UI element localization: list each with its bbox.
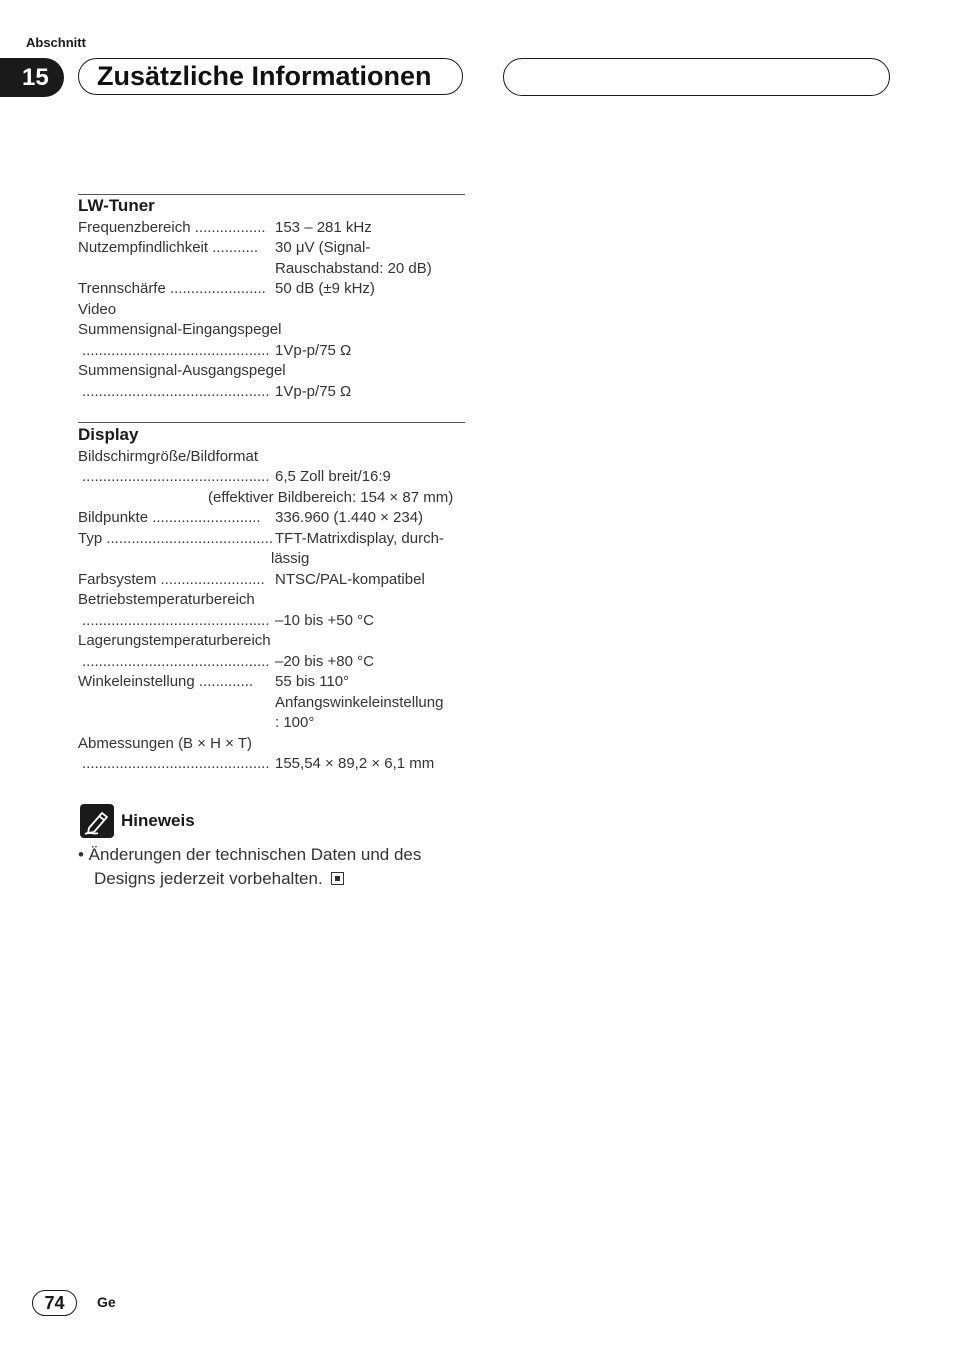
note-text-line-2 (94, 867, 344, 891)
typ-label: Typ ........................................ (78, 530, 274, 547)
frequenzbereich-label: Frequenzbereich ................. (78, 219, 266, 236)
winkeleinstellung-value-cont: Anfangswinkeleinstellung (275, 694, 444, 711)
betriebstemperatur-dots: ............................................. (82, 612, 270, 629)
section-label: Abschnitt (26, 35, 86, 50)
winkeleinstellung-label: Winkeleinstellung ............. (78, 673, 254, 690)
winkeleinstellung-value-cont2: : 100° (275, 714, 315, 731)
lagerungstemperatur-dots: ............................................. (82, 653, 270, 670)
note-text-line-2-content: Designs jederzeit vorbehalten. (94, 869, 323, 888)
bildpunkte-label: Bildpunkte .......................... (78, 509, 261, 526)
section-number: 15 (0, 58, 64, 97)
ausgangspegel-label: Summensignal-Ausgangspegel (78, 362, 286, 379)
bildschirm-value: 6,5 Zoll breit/16:9 (275, 468, 391, 485)
winkeleinstellung-value: 55 bis 110° (275, 673, 350, 690)
bildpunkte-value: 336.960 (1.440 × 234) (275, 509, 424, 526)
pencil-icon (80, 804, 114, 838)
nutzempfindlichkeit-label: Nutzempfindlichkeit ........... (78, 239, 259, 256)
ausgangspegel-dots: ............................................. (82, 383, 270, 400)
abmessungen-value: 155,54 × 89,2 × 6,1 mm (275, 755, 435, 772)
lagerungstemperatur-label: Lagerungstemperaturbereich (78, 632, 271, 649)
abmessungen-dots: ............................................. (82, 755, 270, 772)
ausgangspegel-value: 1Vp-p/75 Ω (275, 383, 352, 400)
bildschirm-value-cont: (effektiver Bildbereich: 154 × 87 mm) (208, 489, 454, 506)
bildschirm-label: Bildschirmgröße/Bildformat (78, 448, 259, 465)
farbsystem-value: NTSC/PAL-kompatibel (275, 571, 425, 588)
typ-value-cont: lässig (271, 550, 310, 567)
abmessungen-label: Abmessungen (B × H × T) (78, 735, 252, 752)
nutzempfindlichkeit-value-cont: Rauschabstand: 20 dB) (275, 260, 432, 277)
trennschaerfe-label: Trennschärfe ....................... (78, 280, 266, 297)
video-label: Video (78, 301, 117, 318)
nutzempfindlichkeit-value: 30 μV (Signal- (275, 239, 371, 256)
trennschaerfe-value: 50 dB (±9 kHz) (275, 280, 375, 297)
header-empty-frame (503, 58, 890, 96)
section-divider (78, 422, 465, 423)
end-mark-icon (331, 872, 344, 885)
page-title: Zusätzliche Informationen (97, 61, 432, 91)
language-code: Ge (97, 1294, 116, 1310)
eingangspegel-value: 1Vp-p/75 Ω (275, 342, 352, 359)
betriebstemperatur-value: –10 bis +50 °C (275, 612, 374, 629)
farbsystem-label: Farbsystem ......................... (78, 571, 265, 588)
frequenzbereich-value: 153 – 281 kHz (275, 219, 372, 236)
eingangspegel-dots: ............................................. (82, 342, 270, 359)
note-title: Hineweis (121, 811, 195, 830)
page-number: 74 (32, 1290, 77, 1316)
lw-tuner-heading: LW-Tuner (78, 196, 155, 215)
lagerungstemperatur-value: –20 bis +80 °C (275, 653, 374, 670)
note-text-line-1: • Änderungen der technischen Daten und des (78, 845, 422, 864)
bildschirm-dots: ............................................. (82, 468, 270, 485)
eingangspegel-label: Summensignal-Eingangspegel (78, 321, 282, 338)
typ-value: TFT-Matrixdisplay, durch- (275, 530, 444, 547)
display-heading: Display (78, 425, 139, 444)
betriebstemperatur-label: Betriebstemperaturbereich (78, 591, 255, 608)
